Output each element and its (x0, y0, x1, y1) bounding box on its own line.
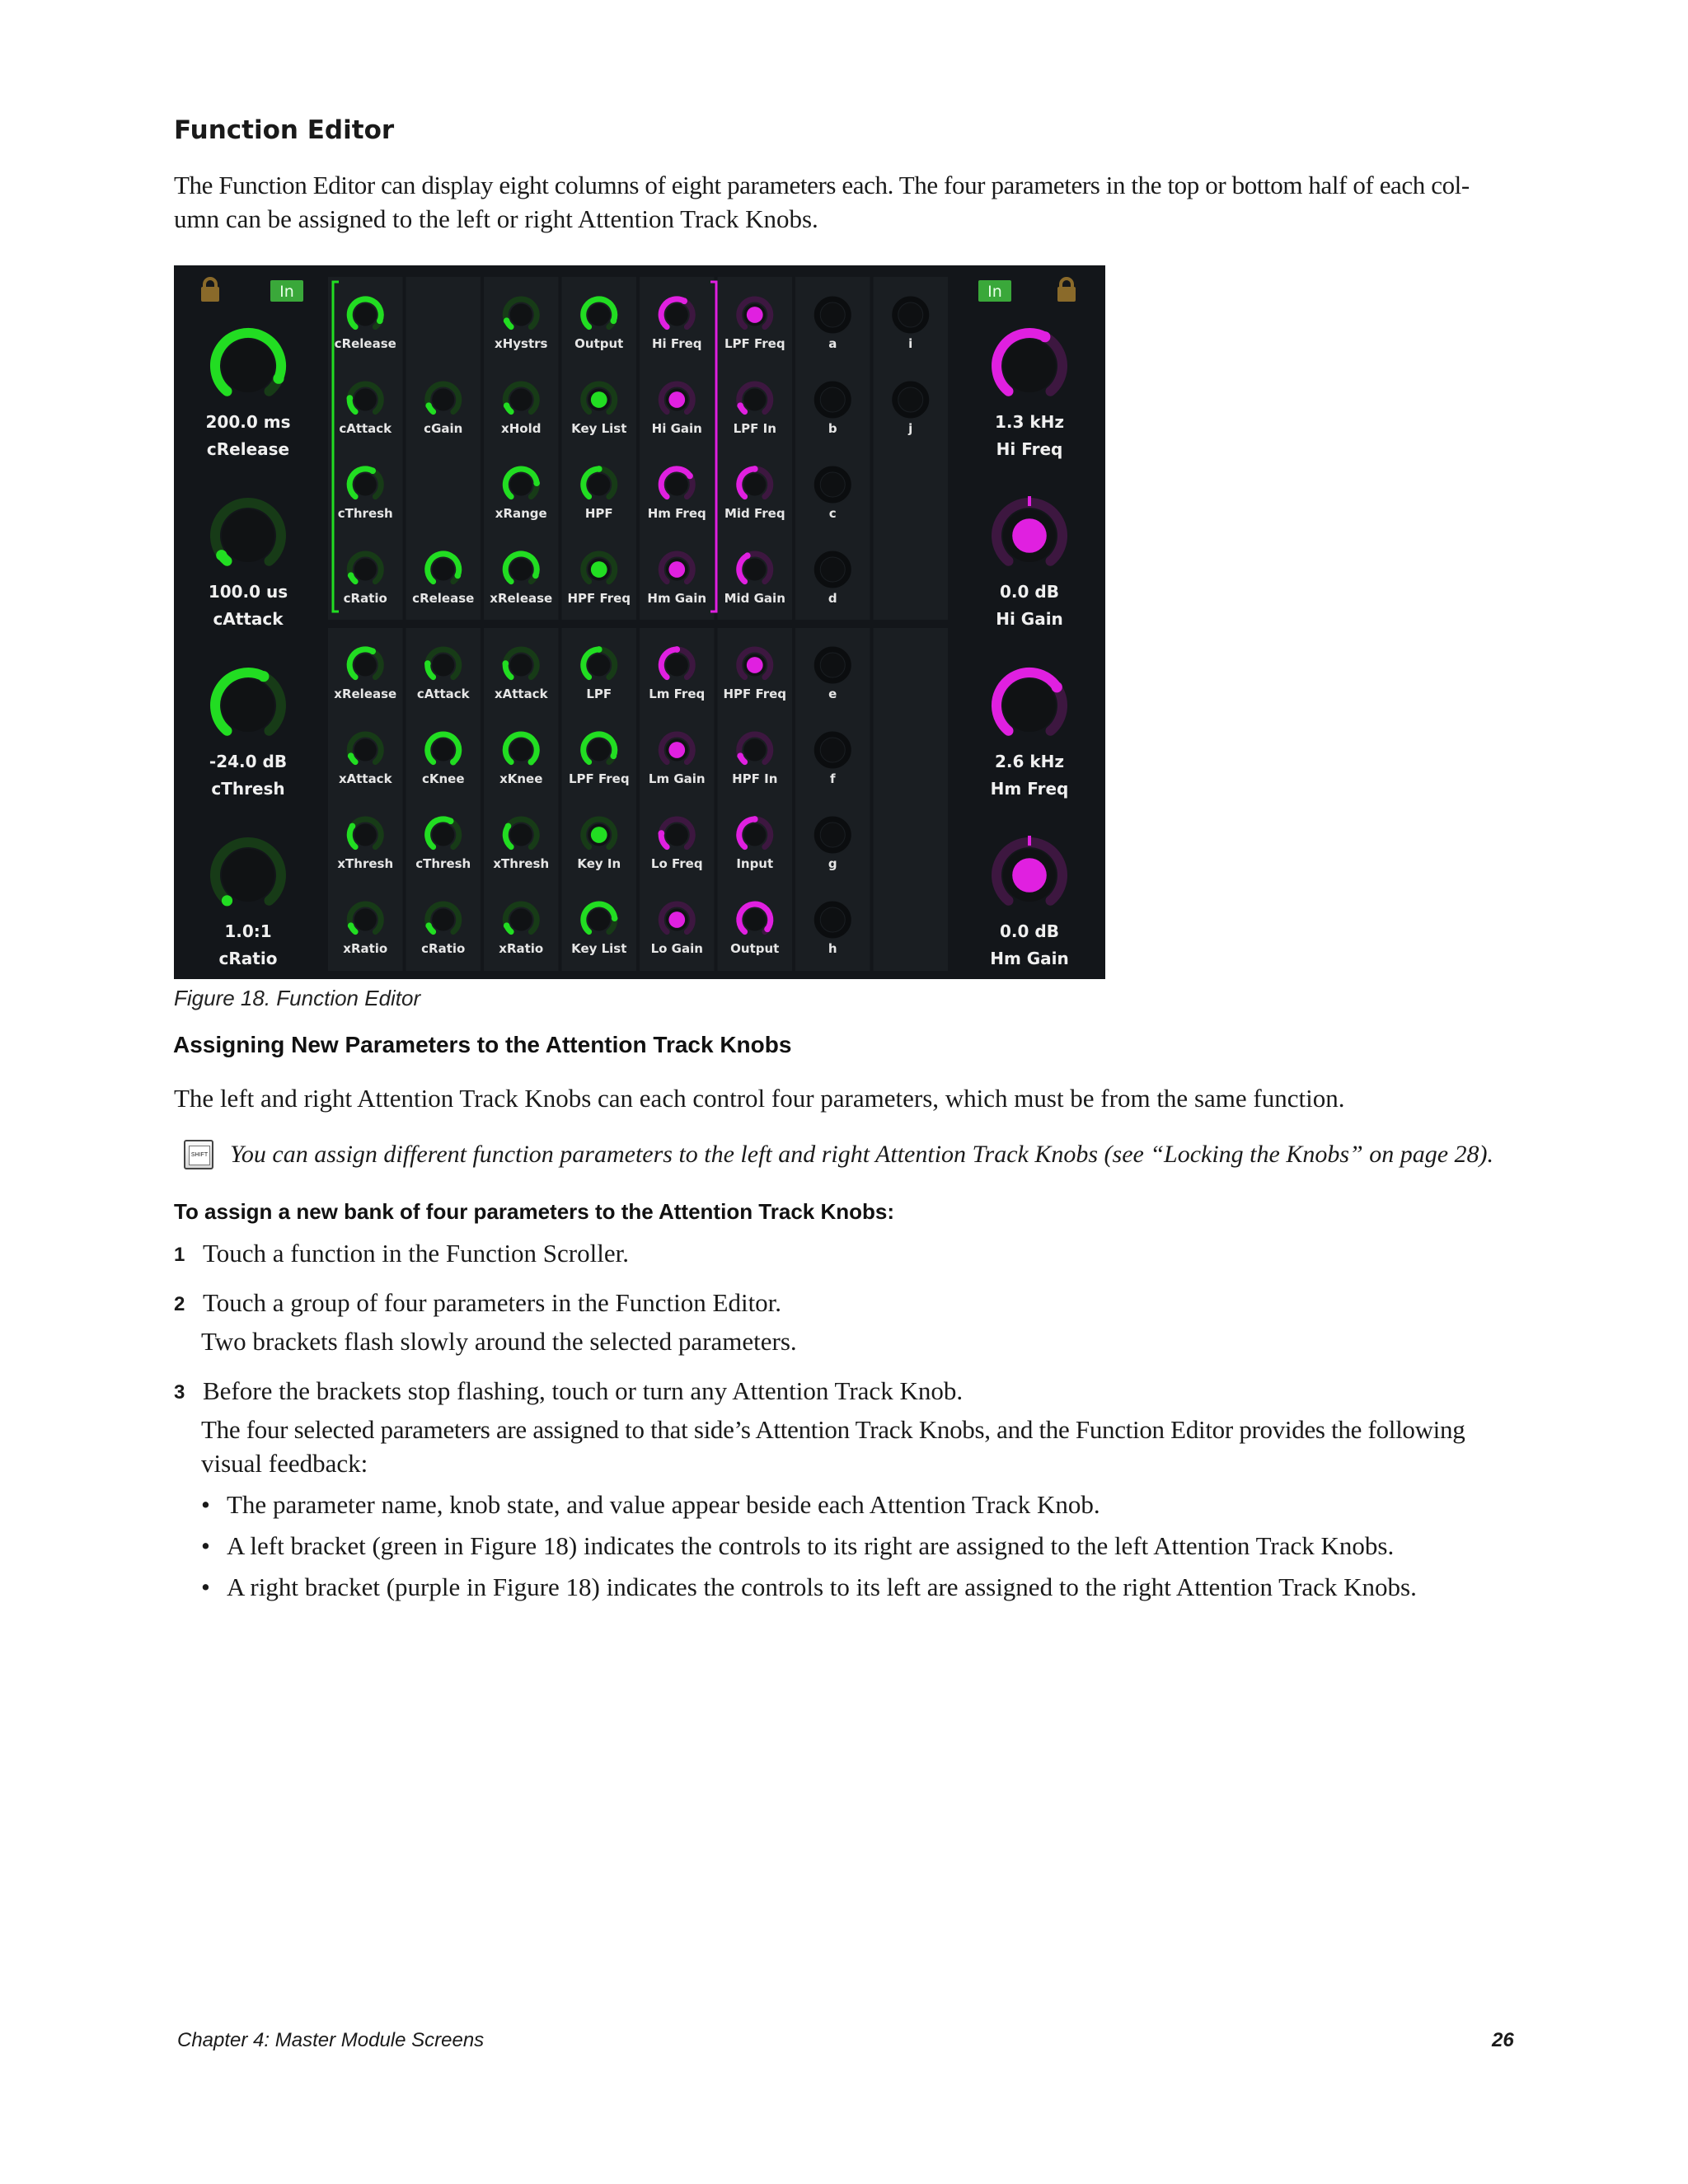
right-knob-value: 0.0 dB (1000, 582, 1059, 602)
knob-pointer (681, 298, 687, 304)
knob-pointer (258, 671, 269, 682)
param-label: Lo Freq (650, 856, 703, 871)
param-label: HPF (584, 506, 613, 521)
knob-cap (432, 389, 454, 411)
knob-pointer (348, 922, 354, 929)
knob-cap (821, 823, 845, 847)
in-badge-label: In (279, 283, 294, 301)
param-label: cGain (424, 421, 463, 436)
param-label: xThresh (337, 856, 394, 871)
knob-pointer (752, 816, 758, 823)
knob-cap (432, 559, 454, 581)
param-label: Key List (571, 941, 627, 956)
knob-pointer (504, 922, 510, 929)
knob-center-dot (747, 307, 763, 323)
step-text: Before the brackets stop flashing, touch or turn any Attention Track Knob. (203, 1376, 964, 1405)
param-label: LPF Freq (568, 771, 630, 786)
knob-pointer (348, 752, 354, 759)
knob-cap (222, 849, 274, 902)
param-label: cKnee (421, 771, 465, 786)
knob-pointer (528, 759, 535, 766)
param-label: cThresh (415, 856, 471, 871)
page-number: 26 (1492, 2029, 1514, 2051)
knob-center-dot (591, 391, 607, 408)
right-knob-value: 0.0 dB (1000, 921, 1059, 941)
step-number: 2 (174, 1293, 185, 1315)
knob-pointer (377, 317, 383, 324)
section-title: Function Editor (174, 115, 395, 145)
knob-cap (1003, 679, 1056, 732)
param-label: Hm Gain (647, 591, 707, 606)
knob-pointer (502, 660, 509, 667)
knob-cap (432, 909, 454, 931)
param-label: b (828, 421, 837, 436)
knob-cap (588, 654, 610, 677)
knob-cap (222, 509, 274, 562)
param-label: d (828, 591, 837, 606)
knob-pointer (222, 895, 232, 906)
knob-cap (354, 389, 377, 411)
knob-pointer (737, 402, 743, 409)
knob-cap (588, 739, 610, 762)
knob-tick (1028, 836, 1031, 846)
param-label: xRatio (499, 941, 544, 956)
knob-cap (588, 304, 610, 326)
param-label: xHystrs (495, 336, 548, 351)
left-knob-value: 100.0 us (208, 582, 288, 602)
param-label: cAttack (416, 687, 470, 701)
knob-pointer (425, 922, 432, 929)
knob-cap (510, 739, 532, 762)
knob-cap (821, 738, 845, 762)
param-label: i (908, 336, 913, 351)
note-text: You can assign different function parameters to the left and right Attention Track Knobs (see “Locking the Knobs” on page 28). (230, 1141, 1494, 1168)
param-label: HPF Freq (723, 687, 787, 701)
intro-paragraph (174, 168, 1526, 236)
knob-center-dot (591, 827, 607, 843)
knob-cap (821, 473, 845, 497)
bullet-text: A right bracket (purple in Figure 18) indicates the controls to its left are assigned to the right Attention Track Knobs. (227, 1572, 1417, 1601)
knob-cap (354, 304, 377, 326)
right-knob-value: 1.3 kHz (994, 412, 1065, 432)
knob-pointer (744, 552, 751, 559)
step-number: 1 (174, 1244, 185, 1266)
knob-cap (222, 679, 274, 732)
knob-center-dot (668, 912, 685, 928)
param-label: cRatio (421, 941, 466, 956)
param-label: h (828, 941, 837, 956)
subsection-title: Assigning New Parameters to the Attention Track Knobs (173, 1032, 792, 1057)
bullet-item: • The parameter name, knob state, and value appear beside each Attention Track Knob. (201, 1490, 1100, 1519)
procedure-title: To assign a new bank of four parameters to the Attention Track Knobs: (174, 1199, 895, 1224)
left-knob-value: -24.0 dB (209, 752, 288, 771)
knob-pointer (369, 648, 376, 654)
param-label: Hi Gain (651, 421, 702, 436)
param-label: xRange (495, 506, 547, 521)
knob-pointer (273, 373, 284, 384)
shift-key-icon (184, 1140, 213, 1169)
knob-center-dot (1012, 858, 1047, 893)
left-knob-value: 200.0 ms (205, 412, 291, 432)
knob-center-dot (668, 391, 685, 408)
knob-cap (588, 474, 610, 496)
knob-pointer (504, 402, 510, 409)
knob-cap (354, 739, 377, 762)
param-label: cAttack (339, 421, 392, 436)
param-label: xThresh (493, 856, 550, 871)
knob-tick (1028, 496, 1031, 506)
step-text: Touch a function in the Function Scroller. (203, 1239, 629, 1268)
assign-paragraph: The left and right Attention Track Knobs can each control four parameters, which must be from the same function. (174, 1084, 1345, 1113)
knob-cap (354, 474, 377, 496)
param-label: HPF In (732, 771, 778, 786)
knob-cap (354, 654, 377, 677)
knob-cap (432, 739, 454, 762)
knob-cap (510, 389, 532, 411)
knob-pointer (1039, 331, 1050, 342)
knob-cap (510, 824, 532, 846)
step-result: visual feedback: (201, 1449, 368, 1478)
right-knob-value: 2.6 kHz (994, 752, 1065, 771)
in-badge-label: In (987, 283, 1002, 301)
knob-cap (666, 474, 688, 496)
knob-cap (743, 474, 766, 496)
left-knob-value: 1.0:1 (224, 921, 272, 941)
knob-cap (354, 559, 377, 581)
knob-pointer (1052, 682, 1062, 692)
knob-cap (1003, 340, 1056, 392)
knob-cap (666, 654, 688, 677)
knob-pointer (752, 466, 758, 472)
intro-line: umn can be assigned to the left or right Attention Track Knobs. (174, 204, 818, 233)
knob-pointer (369, 467, 376, 474)
param-label: Lm Freq (649, 687, 706, 701)
param-label: xAttack (494, 687, 548, 701)
knob-pointer (764, 926, 771, 932)
param-label: Output (574, 336, 624, 351)
param-label: xAttack (338, 771, 392, 786)
param-label: xKnee (499, 771, 543, 786)
param-label: xHold (501, 421, 542, 436)
knob-pointer (610, 752, 617, 759)
bullet-item: • A left bracket (green in Figure 18) indicates the controls to its right are assigned to the left Attention Track Knobs. (201, 1531, 1395, 1560)
knob-pointer (504, 317, 510, 324)
param-label: cRelease (412, 591, 475, 606)
knob-cap (510, 474, 532, 496)
knob-pointer (533, 480, 540, 486)
knob-cap (743, 559, 766, 581)
knob-cap (743, 739, 766, 762)
knob-cap (222, 340, 274, 392)
param-label: Hm Freq (647, 506, 706, 521)
step-text: Touch a group of four parameters in the Function Editor. (203, 1288, 782, 1317)
knob-cap (588, 909, 610, 931)
knob-center-dot (747, 657, 763, 673)
shift-key-label: SHIFT (189, 1146, 210, 1165)
knob-cap (821, 303, 845, 327)
param-label: e (828, 687, 837, 701)
knob-cap (510, 304, 532, 326)
knob-cap (666, 824, 688, 846)
param-label: Hi Freq (651, 336, 702, 351)
knob-cap (743, 824, 766, 846)
knob-cap (821, 654, 845, 677)
knob-cap (510, 909, 532, 931)
param-label: Mid Freq (724, 506, 785, 521)
knob-center-dot (1012, 518, 1047, 553)
right-knob-name: Hm Freq (990, 779, 1069, 799)
knob-cap (354, 824, 377, 846)
note (184, 1140, 1568, 1178)
left-knob-name: cRelease (206, 439, 290, 459)
right-knob-name: Hi Freq (996, 439, 1063, 459)
bullet-text: The parameter name, knob state, and value appear beside each Attention Track Knob. (227, 1490, 1100, 1519)
param-label: cRelease (334, 336, 396, 351)
left-knob-name: cThresh (211, 779, 285, 799)
step-result: The four selected parameters are assigned to that side’s Attention Track Knobs, and the Function Editor provides the following (201, 1415, 1465, 1444)
knob-cap (354, 909, 377, 931)
param-label: xRelease (490, 591, 553, 606)
param-label: Key In (577, 856, 621, 871)
bullet-text: A left bracket (green in Figure 18) indicates the controls to its right are assigned to the left Attention Track Knobs. (227, 1531, 1395, 1560)
right-knob-name: Hm Gain (990, 949, 1069, 968)
param-label: g (828, 856, 837, 871)
lock-icon (201, 287, 219, 302)
step-number: 3 (174, 1381, 185, 1404)
knob-pointer (424, 660, 431, 667)
knob-cap (898, 388, 922, 412)
knob-cap (432, 824, 454, 846)
knob-pointer (612, 915, 618, 921)
param-label: Lm Gain (648, 771, 706, 786)
intro-line: The Function Editor can display eight columns of eight parameters each. The four parameters in the top or bottom half of each col- (174, 171, 1470, 199)
knob-pointer (349, 823, 356, 830)
param-label: LPF Freq (724, 336, 785, 351)
param-label: Input (736, 856, 774, 871)
bullet-item: • A right bracket (purple in Figure 18) indicates the controls to its left are assigned to the right Attention Track Knobs. (201, 1572, 1417, 1601)
knob-cap (510, 654, 532, 677)
param-label: xRelease (334, 687, 397, 701)
param-label: f (829, 771, 836, 786)
knob-pointer (610, 317, 617, 324)
param-label: Key List (571, 421, 627, 436)
footer-chapter: Chapter 4: Master Module Screens (177, 2029, 485, 2051)
step-result: Two brackets flash slowly around the selected parameters. (201, 1327, 797, 1356)
param-label: Output (730, 941, 780, 956)
knob-pointer (673, 646, 680, 653)
knob-cap (510, 559, 532, 581)
knob-pointer (505, 823, 512, 830)
param-label: LPF (586, 687, 612, 701)
knob-center-dot (668, 742, 685, 758)
param-label: cRatio (343, 591, 387, 606)
function-editor-screen (174, 265, 1105, 979)
param-label: HPF Freq (567, 591, 631, 606)
knob-cap (432, 654, 454, 677)
knob-cap (743, 389, 766, 411)
lock-icon (1057, 287, 1076, 302)
knob-pointer (450, 759, 457, 766)
knob-pointer (687, 473, 693, 480)
knob-pointer (532, 572, 539, 579)
column-bottom-cell (874, 628, 949, 971)
knob-pointer (596, 646, 603, 653)
param-label: LPF In (733, 421, 776, 436)
knob-pointer (658, 830, 664, 837)
right-knob-name: Hi Gain (996, 609, 1063, 629)
knob-pointer (737, 752, 743, 759)
knob-cap (743, 909, 766, 931)
figure-caption: Figure 18. Function Editor (174, 986, 421, 1010)
knob-cap (898, 303, 922, 327)
knob-center-dot (591, 561, 607, 578)
knob-pointer (596, 466, 603, 472)
knob-cap (821, 388, 845, 412)
knob-pointer (454, 572, 461, 579)
knob-pointer (425, 402, 432, 409)
left-knob-name: cRatio (218, 949, 278, 968)
knob-cap (821, 558, 845, 582)
knob-cap (666, 304, 688, 326)
param-label: xRatio (343, 941, 388, 956)
param-label: c (828, 506, 837, 521)
param-label: j (908, 421, 913, 436)
knob-pointer (448, 818, 454, 824)
knob-pointer (348, 572, 354, 579)
knob-cap (821, 908, 845, 932)
function-editor-figure (174, 265, 1105, 979)
left-knob-name: cAttack (213, 609, 284, 629)
knob-pointer (216, 550, 227, 560)
param-label: Lo Gain (650, 941, 703, 956)
knob-center-dot (668, 561, 685, 578)
param-label: Mid Gain (724, 591, 785, 606)
param-label: a (828, 336, 837, 351)
param-label: cThresh (337, 506, 393, 521)
knob-pointer (346, 395, 353, 401)
